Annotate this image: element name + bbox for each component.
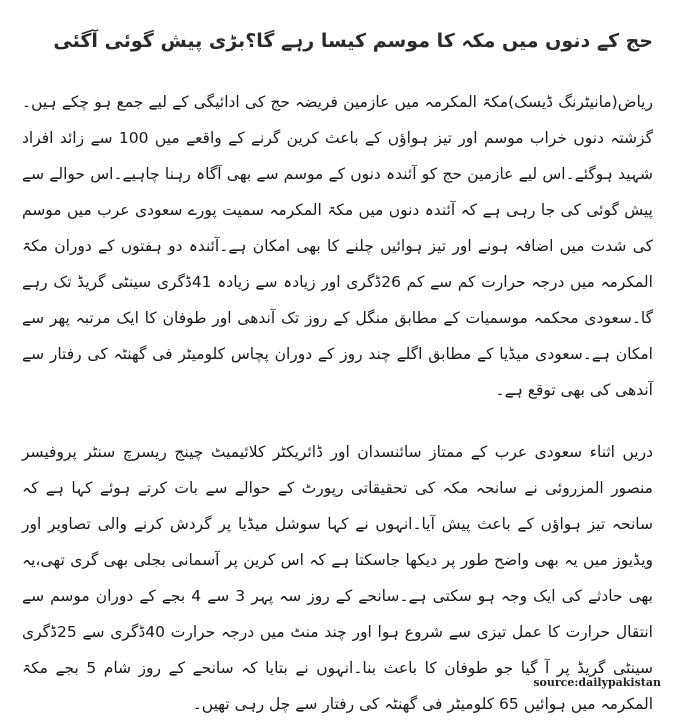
article-paragraph-weather-forecast: ریاض(مانیٹرنگ ڈیسک)مکۃ المکرمہ میں عازمین فریضہ حج کی ادائیگی کے لیے جمع ہو چکے ہیں۔گزشتہ دنوں خراب موسم اور تیز ہواؤں کے باعث کرین گرنے کے واقعے میں 100 سے زائد افراد شہید ہوگئے۔اس لیے عازمین حج کو آئندہ دنوں کے موسم سے بھی آگاہ رہنا چاہیے۔اس حوالے سے پیش گوئی کی جا رہی ہے کہ آئندہ دنوں میں مکۃ المکرمہ سمیت پورے سعودی عرب میں موسم کی شدت میں اضافہ ہونے اور تیز ہوائیں چلنے کا بھی امکان ہے۔آئندہ دو ہفتوں کے دوران مکۃ المکرمہ میں درجہ حرارت کم سے کم 26ڈگری اور زیادہ سے زیادہ 41ڈگری سینٹی گریڈ تک رہے گا۔سعودی محکمہ موسمیات کے مطابق منگل کے روز تک آندھی اور طوفان کا ایک مرتبہ پھر سے امکان ہے۔سعودی میڈیا کے مطابق اگلے چند روز کے دوران پچاس کلومیٹر فی گھنٹہ کی رفتار سے آندھی کی بھی توقع ہے۔ bbox=[22, 93, 653, 399]
news-article bbox=[22, 28, 653, 722]
source-credit: source:dailypakistan bbox=[533, 676, 661, 689]
article-paragraph-crane-investigation: دریں اثناء سعودی عرب کے ممتاز سائنسدان اور ڈائریکٹر کلائیمیٹ چینج ریسرچ سنٹر پروفیسر منصور المزروئی نے سانحہ مکہ کی تحقیقاتی رپورٹ کے حوالے سے بات کرتے ہوئے کہا ہے کہ سانحہ تیز ہواؤں کے باعث پیش آیا۔انہوں نے کہا سوشل میڈیا پر گردش کرنے والی تصاویر اور ویڈیوز میں یہ بھی واضح طور پر دیکھا جاسکتا ہے کہ اس کرین پر آسمانی بجلی بھی گری تھی،یہ بھی حادثے کی ایک وجہ ہو سکتی ہے۔سانحے کے روز سہ پہر 3 سے 4 بجے کے دوران موسم سے انتقال حرارت کا عمل تیزی سے شروع ہوا اور چند منٹ میں درجہ حرارت 40ڈگری سے 25ڈگری سینٹی گریڈ پر آ گیا جو طوفان کا باعث بنا۔انہوں نے بتایا کہ سانحے کے روز شام 5 بجے مکۃ المکرمہ میں ہوائیں 65 کلومیٹر فی گھنٹہ کی رفتار سے چل رہی تھیں۔ bbox=[22, 443, 653, 713]
article-headline: حج کے دنوں میں مکہ کا موسم کیسا رہے گا؟بڑی پیش گوئی آگئی bbox=[53, 30, 653, 52]
